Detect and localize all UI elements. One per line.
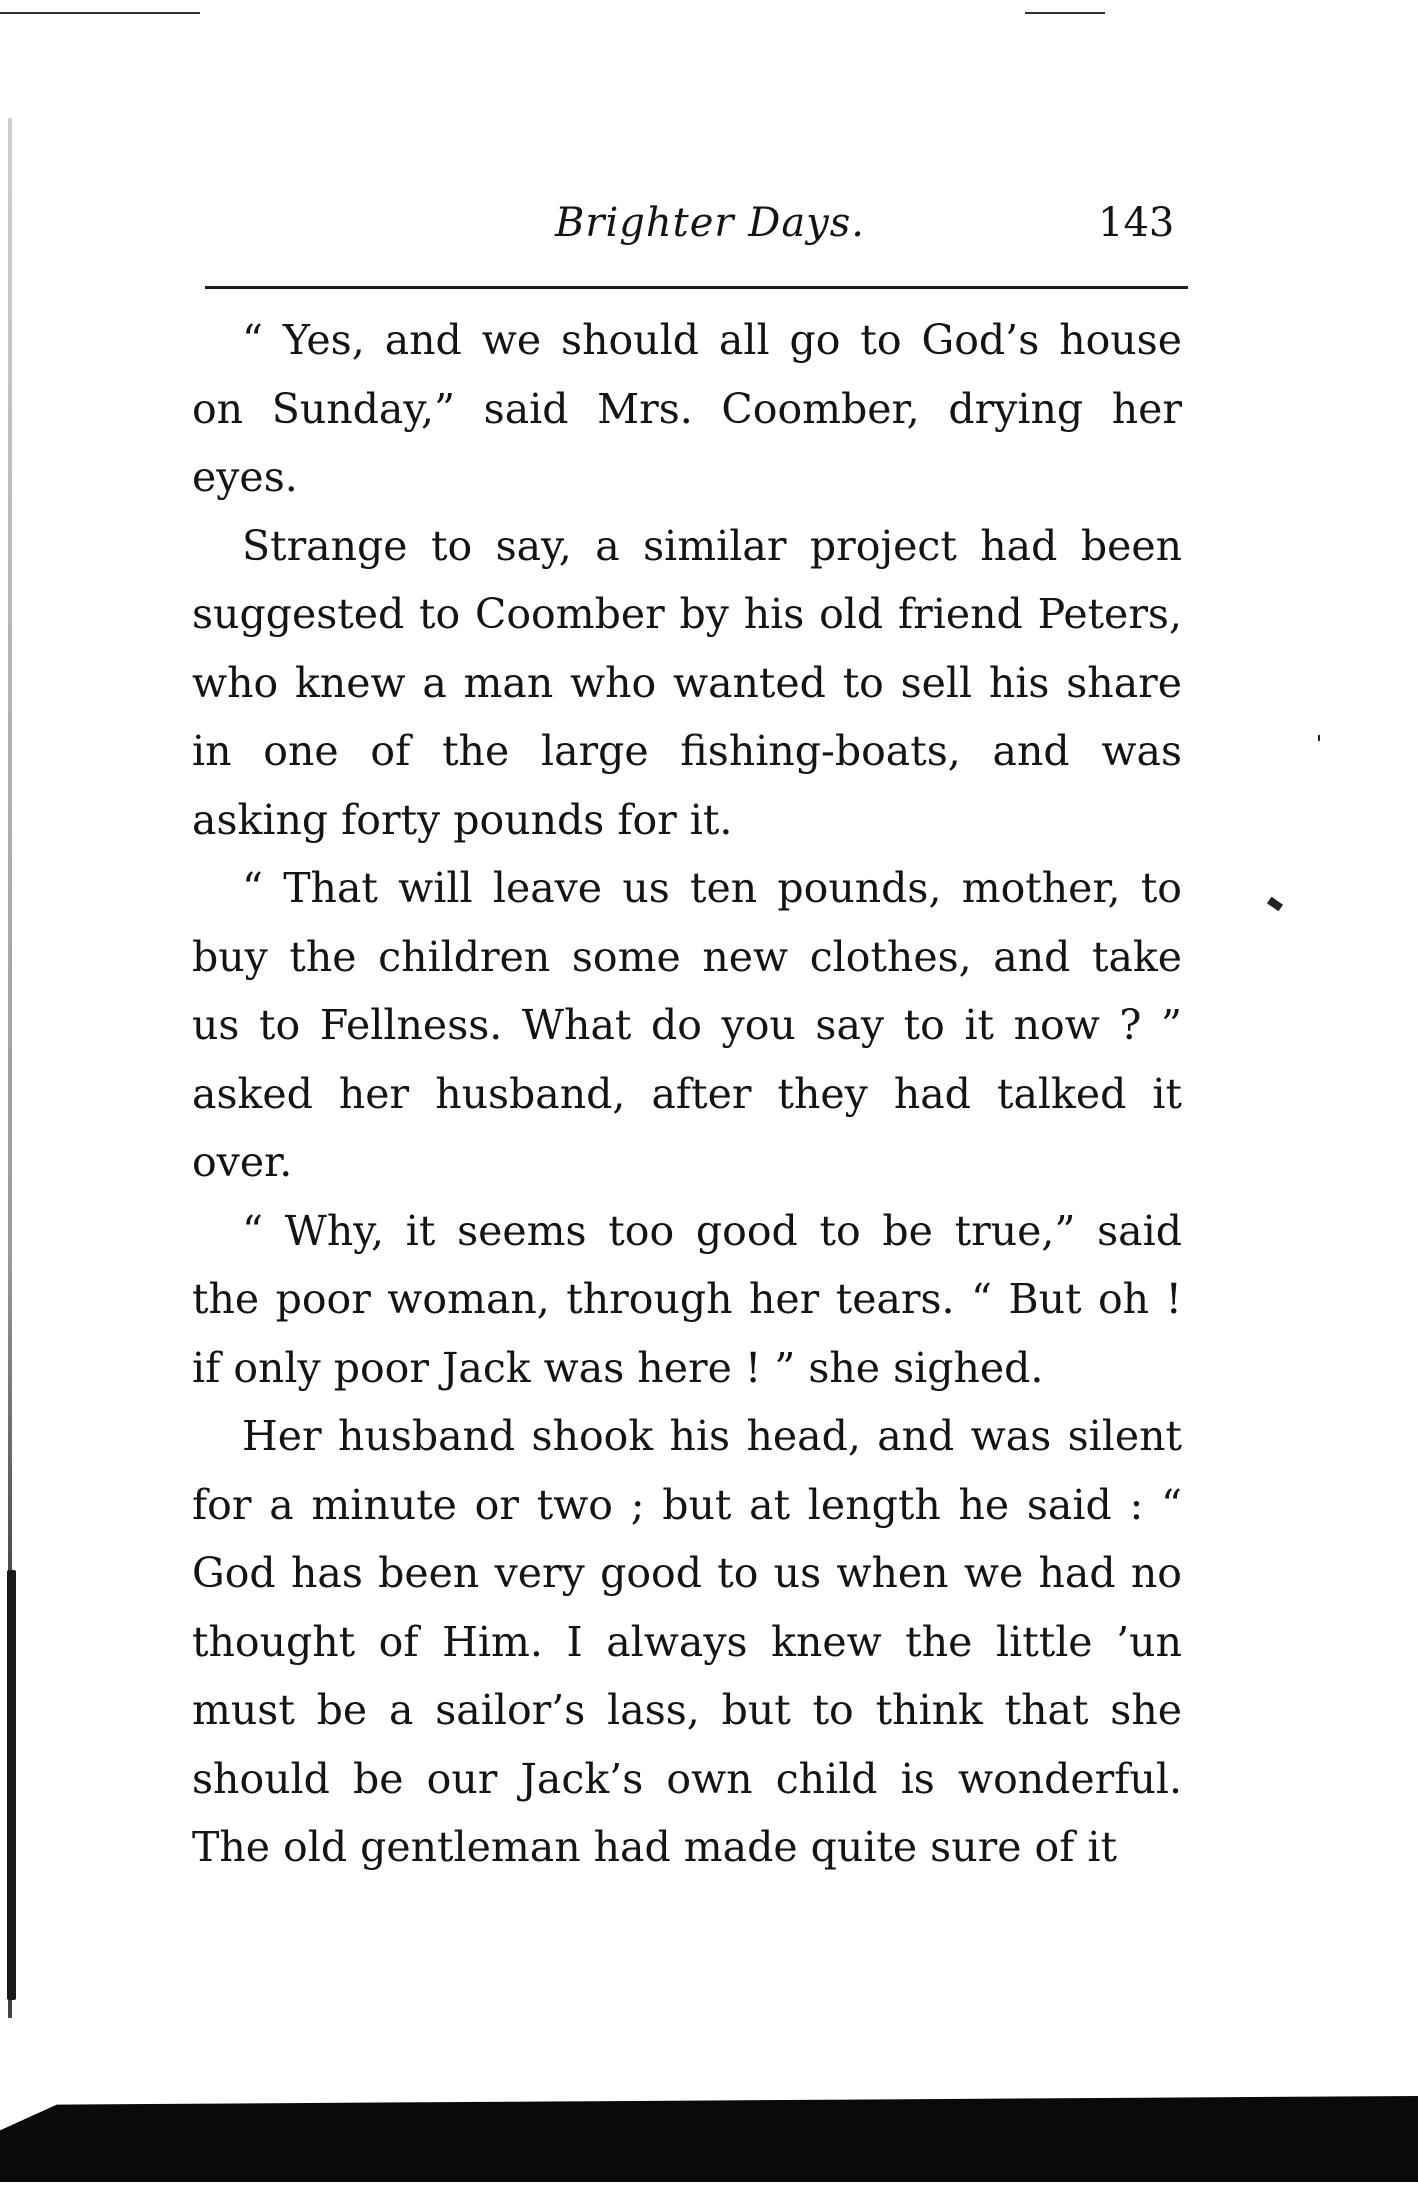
header-rule	[205, 286, 1188, 289]
ink-speck	[1267, 897, 1283, 912]
paragraph: “ Why, it seems too good to be true,” said the poor woman, through her tears. “ But oh ! if only poor Jack was here ! ” she sighed.	[192, 1206, 1182, 1392]
page-number: 143	[1098, 200, 1175, 246]
paragraph: Strange to say, a similar project had been suggested to Coomber by his old friend Peters, who knew a man who wanted to sell his share in one of the large fishing-boats, and was asking forty pounds for it.	[192, 521, 1182, 844]
paragraph: “ That will leave us ten pounds, mother, to buy the children some new clothes, and take us to Fellness. What do you say to it now ? ” asked her husband, after they had talked it over.	[192, 864, 1182, 1186]
running-title: Brighter Days.	[555, 200, 866, 246]
scan-edge-mark	[1025, 12, 1105, 14]
paragraph: “ Yes, and we should all go to God’s house on Sunday,” said Mrs. Coomber, drying her eyes.	[192, 316, 1182, 501]
scan-bottom-shadow	[0, 2096, 1418, 2182]
paragraph: Her husband shook his head, and was silent for a minute or two ; but at length he said : “ God has been very good to us when we had no thought of Him. I always knew the little ’un must be a sailor’s lass, but to think that she should be our Jack’s own child is wonderful. The old gentleman had made quite sure of it	[192, 1412, 1182, 1871]
scan-edge-mark	[0, 12, 200, 14]
ink-speck	[1318, 735, 1320, 741]
running-head	[0, 200, 1418, 260]
body-text	[192, 306, 1182, 1882]
page-binding-shadow	[7, 1570, 16, 2000]
